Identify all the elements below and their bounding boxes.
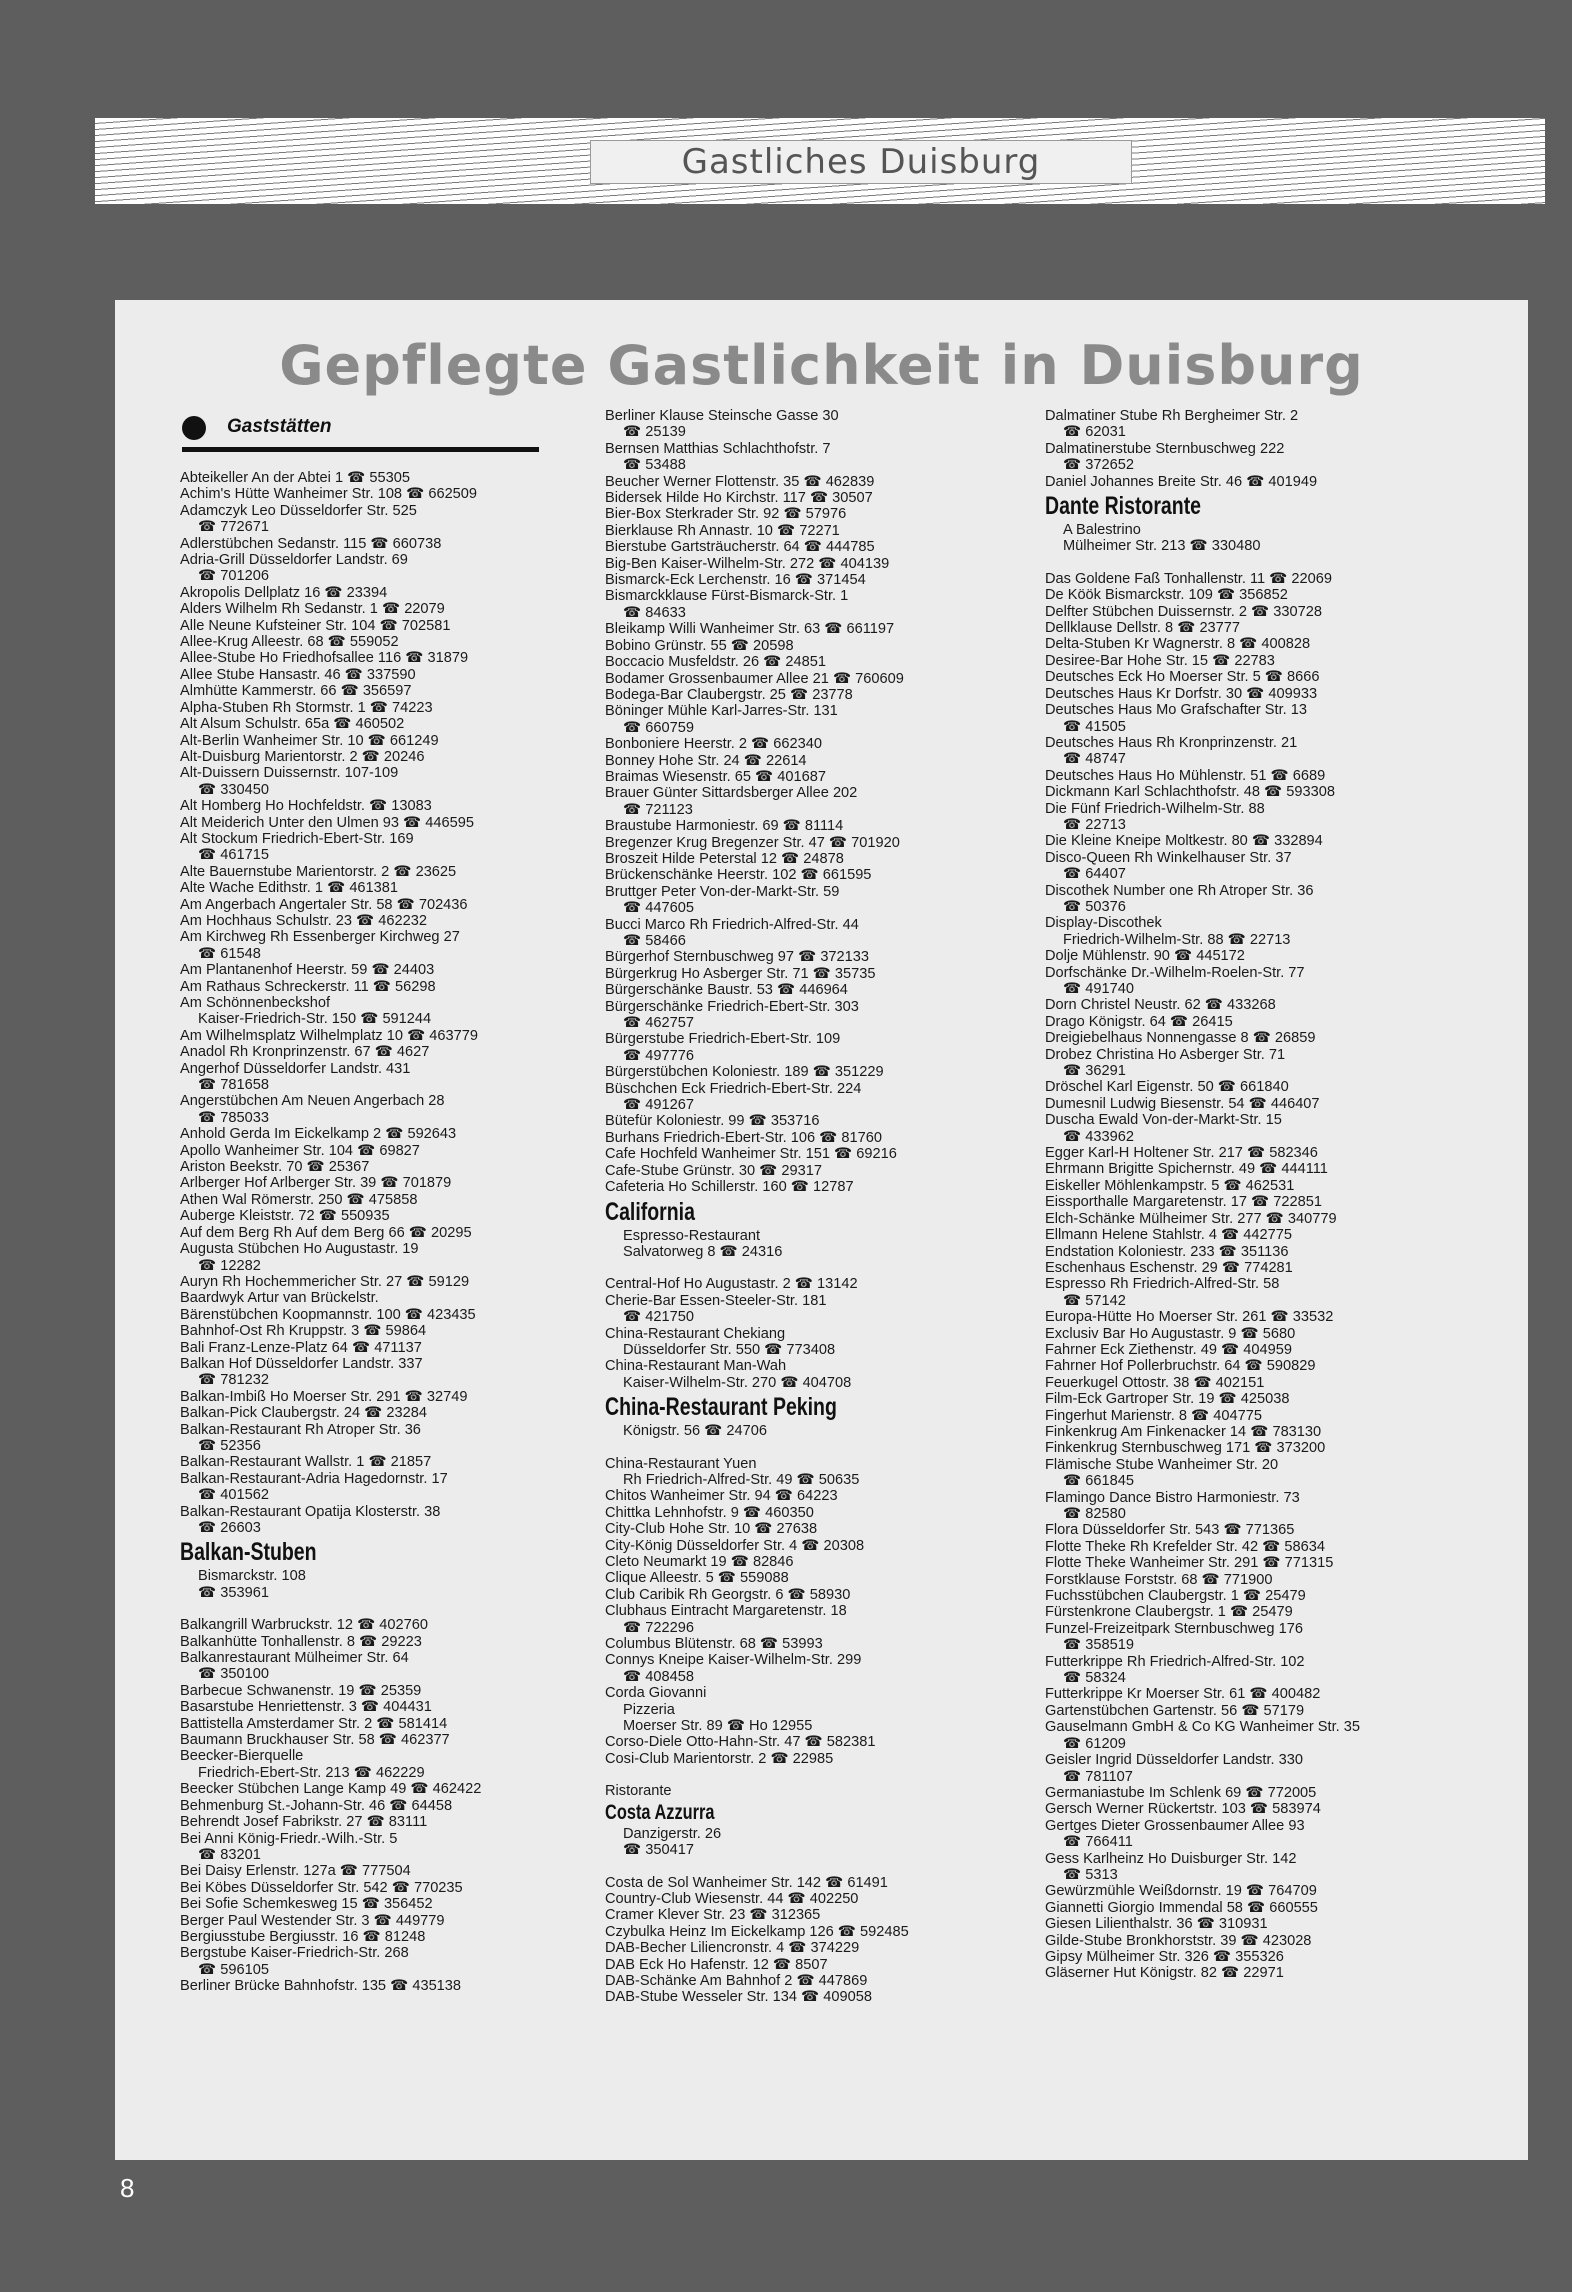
banner-title: Gastliches Duisburg bbox=[681, 142, 1041, 182]
bullet-icon bbox=[182, 416, 206, 440]
listing-entry: Dalmatiner Stube Rh Bergheimer Str. 2 bbox=[1045, 408, 1299, 424]
listing-entry: Dorn Christel Neustr. 62 ☎ 433268 bbox=[1045, 997, 1276, 1014]
listing-detail: ☎ 701206 bbox=[198, 568, 269, 585]
listing-entry: Balkanhütte Tonhallenstr. 8 ☎ 29223 bbox=[180, 1633, 422, 1650]
listing-entry: Berger Paul Westender Str. 3 ☎ 449779 bbox=[180, 1912, 445, 1929]
listing-entry: Bei Köbes Düsseldorfer Str. 542 ☎ 770235 bbox=[180, 1879, 463, 1896]
listing-detail: Moerser Str. 89 ☎ Ho 12955 bbox=[623, 1718, 813, 1735]
listing-entry: Alt-Berlin Wanheimer Str. 10 ☎ 661249 bbox=[180, 732, 439, 749]
listing-detail: ☎ 61209 bbox=[1063, 1735, 1126, 1752]
listing-entry: Futterkrippe Kr Moerser Str. 61 ☎ 400482 bbox=[1045, 1686, 1321, 1703]
listing-entry: Dalmatinerstube Sternbuschweg 222 bbox=[1045, 440, 1285, 457]
listing-entry: Bei Anni König-Friedr.-Wilh.-Str. 5 bbox=[180, 1830, 398, 1847]
listing-entry: Balkan-Restaurant Wallstr. 1 ☎ 21857 bbox=[180, 1454, 432, 1471]
listing-detail: Rh Friedrich-Alfred-Str. 49 ☎ 50635 bbox=[623, 1471, 860, 1488]
listing-detail: ☎ 58324 bbox=[1063, 1670, 1126, 1687]
listing-entry: Boccacio Musfeldstr. 26 ☎ 24851 bbox=[605, 654, 826, 671]
listing-detail: ☎ 772671 bbox=[198, 519, 269, 536]
listing-entry: Bier-Box Sterkrader Str. 92 ☎ 57976 bbox=[605, 506, 847, 523]
listing-entry: Corda Giovanni bbox=[605, 1685, 707, 1702]
listing-detail: ☎ 26603 bbox=[198, 1520, 261, 1536]
listing-detail: ☎ 721123 bbox=[623, 801, 693, 818]
listing-entry: Allee-Stube Ho Friedhofsallee 116 ☎ 31879 bbox=[180, 650, 469, 667]
listing-entry: Film-Eck Gartroper Str. 19 ☎ 425038 bbox=[1045, 1391, 1290, 1408]
listing-entry: Finkenkrug Sternbuschweg 171 ☎ 373200 bbox=[1045, 1440, 1326, 1457]
listing-entry: Fingerhut Marienstr. 8 ☎ 404775 bbox=[1045, 1407, 1262, 1424]
spacer bbox=[605, 1767, 1035, 1783]
listing-detail: ☎ 408458 bbox=[623, 1668, 694, 1685]
listing-entry: Forstklause Forststr. 68 ☎ 771900 bbox=[1045, 1571, 1273, 1588]
listing-entry: Alders Wilhelm Rh Sedanstr. 1 ☎ 22079 bbox=[180, 601, 445, 618]
listing-detail: ☎ 462757 bbox=[623, 1015, 694, 1032]
listing-entry: Gauselmann GmbH & Co KG Wanheimer Str. 35 bbox=[1045, 1719, 1360, 1736]
listing-entry: Alpha-Stuben Rh Stormstr. 1 ☎ 74223 bbox=[180, 699, 433, 716]
listing-detail: ☎ 781232 bbox=[198, 1372, 269, 1389]
listing-entry: Exclusiv Bar Ho Augustastr. 9 ☎ 5680 bbox=[1045, 1325, 1296, 1342]
listing-detail: ☎ 64407 bbox=[1063, 866, 1126, 883]
listing-entry: Auryn Rh Hochemmericher Str. 27 ☎ 59129 bbox=[180, 1273, 470, 1290]
listing-entry: China-Restaurant Yuen bbox=[605, 1455, 757, 1472]
listing-entry: Barbecue Schwanenstr. 19 ☎ 25359 bbox=[180, 1682, 422, 1699]
listing-entry: Flämische Stube Wanheimer Str. 20 bbox=[1045, 1456, 1279, 1473]
listing-entry: Balkan-Pick Claubergstr. 24 ☎ 23284 bbox=[180, 1405, 427, 1422]
listing-detail: ☎ 421750 bbox=[623, 1309, 694, 1326]
listing-detail: ☎ 25139 bbox=[623, 424, 686, 441]
listing-entry: Bürgerkrug Ho Asberger Str. 71 ☎ 35735 bbox=[605, 965, 876, 982]
listing-entry: Ehrmann Brigitte Spichernstr. 49 ☎ 444111 bbox=[1045, 1161, 1328, 1178]
listing-entry: Am Kirchweg Rh Essenberger Kirchweg 27 bbox=[180, 929, 460, 946]
listing-entry: Basarstube Henriettenstr. 3 ☎ 404431 bbox=[180, 1699, 432, 1716]
listing-detail: ☎ 461715 bbox=[198, 847, 269, 864]
listing-detail: A Balestrino bbox=[1063, 522, 1141, 539]
listing-entry: Dickmann Karl Schlachthofstr. 48 ☎ 593308 bbox=[1045, 784, 1335, 801]
listing-entry: China-Restaurant Chekiang bbox=[605, 1325, 786, 1342]
listing-detail: ☎ 497776 bbox=[623, 1047, 694, 1064]
listing-detail: ☎ 358519 bbox=[1063, 1637, 1134, 1654]
listing-detail: ☎ 52356 bbox=[198, 1437, 261, 1454]
listing-entry: Alt Meiderich Unter den Ulmen 93 ☎ 446595 bbox=[180, 814, 474, 831]
listing-detail: ☎ 372652 bbox=[1063, 457, 1134, 474]
listing-entry: Alt Alsum Schulstr. 65a ☎ 460502 bbox=[180, 716, 405, 733]
listing-entry: Bei Sofie Schemkesweg 15 ☎ 356452 bbox=[180, 1896, 433, 1913]
listing-entry: Bucci Marco Rh Friedrich-Alfred-Str. 44 bbox=[605, 916, 859, 933]
listing-entry: Flora Düsseldorfer Str. 543 ☎ 771365 bbox=[1045, 1522, 1295, 1539]
listing-detail: ☎ 661845 bbox=[1063, 1473, 1134, 1490]
spacer bbox=[1045, 555, 1475, 571]
listing-entry: Dolje Mühlenstr. 90 ☎ 445172 bbox=[1045, 948, 1245, 965]
listing-entry: Gipsy Mülheimer Str. 326 ☎ 355326 bbox=[1045, 1948, 1284, 1965]
listing-detail: ☎ 82580 bbox=[1063, 1506, 1126, 1522]
listing-entry: Bergstube Kaiser-Friedrich-Str. 268 bbox=[180, 1945, 409, 1962]
listing-detail: Düsseldorfer Str. 550 ☎ 773408 bbox=[623, 1341, 836, 1358]
listing-entry: Feuerkugel Ottostr. 38 ☎ 402151 bbox=[1045, 1374, 1265, 1391]
listing-detail: ☎ 660759 bbox=[623, 719, 694, 736]
listing-entry: Dröschel Karl Eigenstr. 50 ☎ 661840 bbox=[1045, 1079, 1289, 1096]
listing-entry: Chittka Lehnhofstr. 9 ☎ 460350 bbox=[605, 1504, 814, 1521]
listing-entry: Bidersek Hilde Ho Kirchstr. 117 ☎ 30507 bbox=[605, 490, 873, 507]
listing-detail: ☎ 84633 bbox=[623, 604, 686, 621]
section-header bbox=[182, 412, 539, 452]
listing-entry: Bürgerschänke Friedrich-Ebert-Str. 303 bbox=[605, 998, 859, 1015]
listing-detail: ☎ 353961 bbox=[198, 1584, 269, 1601]
spacer bbox=[605, 1859, 1035, 1875]
listing-entry: Cafe Hochfeld Wanheimer Str. 151 ☎ 69216 bbox=[605, 1146, 897, 1163]
listing-entry: Behmenburg St.-Johann-Str. 46 ☎ 64458 bbox=[180, 1797, 453, 1814]
listing-detail: ☎ 781658 bbox=[198, 1077, 269, 1094]
listing-entry: DAB-Becher Liliencronstr. 4 ☎ 374229 bbox=[605, 1940, 860, 1957]
featured-listing-title: Balkan-Stuben bbox=[180, 1538, 317, 1567]
listing-entry: Czybulka Heinz Im Eickelkamp 126 ☎ 592485 bbox=[605, 1923, 909, 1940]
page-title: Gepflegte Gastlichkeit in Duisburg bbox=[279, 334, 1364, 397]
listing-entry: Discothek Number one Rh Atroper Str. 36 bbox=[1045, 882, 1314, 899]
listing-entry: Cosi-Club Marientorstr. 2 ☎ 22985 bbox=[605, 1750, 834, 1767]
listing-entry: Europa-Hütte Ho Moerser Str. 261 ☎ 33532 bbox=[1045, 1309, 1334, 1326]
listing-entry: Duscha Ewald Von-der-Markt-Str. 15 bbox=[1045, 1112, 1282, 1129]
listing-detail: Friedrich-Wilhelm-Str. 88 ☎ 22713 bbox=[1063, 931, 1291, 948]
listing-entry: Dreigiebelhaus Nonnengasse 8 ☎ 26859 bbox=[1045, 1030, 1316, 1047]
listing-entry: Elch-Schänke Mülheimer Str. 277 ☎ 340779 bbox=[1045, 1210, 1337, 1227]
page-number: 8 bbox=[120, 2173, 135, 2203]
listing-entry: Broszeit Hilde Peterstal 12 ☎ 24878 bbox=[605, 850, 844, 867]
listing-entry: Auberge Kleiststr. 72 ☎ 550935 bbox=[180, 1208, 390, 1225]
listing-detail: ☎ 350100 bbox=[198, 1666, 269, 1683]
listing-entry: Alt Stockum Friedrich-Ebert-Str. 169 bbox=[180, 830, 414, 847]
listing-detail: ☎ 36291 bbox=[1063, 1063, 1126, 1080]
listing-entry: Achim's Hütte Wanheimer Str. 108 ☎ 662509 bbox=[180, 486, 478, 503]
listing-entry: Die Kleine Kneipe Moltkestr. 80 ☎ 332894 bbox=[1045, 833, 1323, 850]
listing-entry: Deutsches Haus Ho Mühlenstr. 51 ☎ 6689 bbox=[1045, 767, 1326, 784]
listing-entry: Ellmann Helene Stahlstr. 4 ☎ 442775 bbox=[1045, 1227, 1292, 1244]
listing-entry: Deutsches Haus Rh Kronprinzenstr. 21 bbox=[1045, 734, 1298, 751]
listing-entry: Bürgerstübchen Koloniestr. 189 ☎ 351229 bbox=[605, 1064, 884, 1081]
listing-entry: Balkanrestaurant Mülheimer Str. 64 bbox=[180, 1650, 409, 1667]
listing-entry: Bonboniere Heerstr. 2 ☎ 662340 bbox=[605, 736, 822, 753]
listing-entry: Braustube Harmoniestr. 69 ☎ 81114 bbox=[605, 818, 844, 835]
featured-listing-title: China-Restaurant Peking bbox=[605, 1393, 837, 1422]
directory-page bbox=[115, 300, 1528, 2160]
listing-entry: Adlerstübchen Sedanstr. 115 ☎ 660738 bbox=[180, 535, 442, 552]
listing-entry: Am Rathaus Schreckerstr. 11 ☎ 56298 bbox=[180, 978, 436, 995]
listing-entry: Bruttger Peter Von-der-Markt-Str. 59 bbox=[605, 883, 840, 900]
listing-entry: Clubhaus Eintracht Margaretenstr. 18 bbox=[605, 1603, 847, 1620]
listing-entry: Dorfschänke Dr.-Wilhelm-Roelen-Str. 77 bbox=[1045, 964, 1305, 981]
listing-entry: Bei Daisy Erlenstr. 127a ☎ 777504 bbox=[180, 1863, 411, 1880]
listing-detail: ☎ 785033 bbox=[198, 1109, 269, 1126]
listing-entry: Auf dem Berg Rh Auf dem Berg 66 ☎ 20295 bbox=[180, 1224, 472, 1241]
listing-entry: Das Goldene Faß Tonhallenstr. 11 ☎ 22069 bbox=[1045, 570, 1332, 587]
listing-entry: Alt-Duissern Duissernstr. 107-109 bbox=[180, 765, 399, 782]
listing-entry: Finkenkrug Am Finkenacker 14 ☎ 783130 bbox=[1045, 1423, 1322, 1440]
listing-entry: Balkan Hof Düsseldorfer Landstr. 337 bbox=[180, 1355, 423, 1372]
listing-entry: Connys Kneipe Kaiser-Wilhelm-Str. 299 bbox=[605, 1652, 862, 1669]
listing-entry: Bärenstübchen Koopmannstr. 100 ☎ 423435 bbox=[180, 1306, 476, 1323]
listing-entry: Costa de Sol Wanheimer Str. 142 ☎ 61491 bbox=[605, 1874, 888, 1891]
listing-entry: Gess Karlheinz Ho Duisburger Str. 142 bbox=[1045, 1850, 1297, 1867]
listing-detail: ☎ 41505 bbox=[1063, 718, 1126, 735]
spacer bbox=[605, 1260, 1035, 1276]
section-label: Gaststätten bbox=[227, 416, 332, 437]
listing-entry: Daniel Johannes Breite Str. 46 ☎ 401949 bbox=[1045, 473, 1318, 490]
listing-entry: Augusta Stübchen Ho Augustastr. 19 bbox=[180, 1241, 419, 1258]
listing-entry: Bierklause Rh Annastr. 10 ☎ 72271 bbox=[605, 522, 840, 539]
listing-entry: Chitos Wanheimer Str. 94 ☎ 64223 bbox=[605, 1488, 838, 1505]
listing-entry: Gartenstübchen Gartenstr. 56 ☎ 57179 bbox=[1045, 1702, 1305, 1719]
listing-entry: Germaniastube Im Schlenk 69 ☎ 772005 bbox=[1045, 1784, 1317, 1801]
listing-entry: China-Restaurant Man-Wah bbox=[605, 1358, 787, 1375]
listing-detail: ☎ 596105 bbox=[198, 1961, 269, 1978]
listing-entry: Baumann Bruckhauser Str. 58 ☎ 462377 bbox=[180, 1732, 450, 1749]
listing-entry: Balkan-Restaurant-Adria Hagedornstr. 17 bbox=[180, 1470, 448, 1487]
listing-entry: Am Wilhelmsplatz Wilhelmplatz 10 ☎ 463779 bbox=[180, 1027, 479, 1044]
listing-entry: Am Angerbach Angertaler Str. 58 ☎ 702436 bbox=[180, 896, 468, 913]
header-banner bbox=[95, 118, 1545, 204]
listing-entry: Gersch Werner Rückertstr. 103 ☎ 583974 bbox=[1045, 1801, 1321, 1818]
listing-entry: Berliner Klause Steinsche Gasse 30 bbox=[605, 408, 839, 424]
listing-entry: Anhold Gerda Im Eickelkamp 2 ☎ 592643 bbox=[180, 1126, 457, 1143]
listing-entry: Eissporthalle Margaretenstr. 17 ☎ 722851 bbox=[1045, 1194, 1322, 1211]
listing-entry: Adamczyk Leo Düsseldorfer Str. 525 bbox=[180, 502, 417, 519]
listing-entry: Corso-Diele Otto-Hahn-Str. 47 ☎ 582381 bbox=[605, 1734, 876, 1751]
listing-column-3 bbox=[1045, 408, 1475, 1982]
listing-entry: Fahrner Eck Ziethenstr. 49 ☎ 404959 bbox=[1045, 1341, 1292, 1358]
listing-entry: City-Club Hohe Str. 10 ☎ 27638 bbox=[605, 1521, 818, 1538]
listing-entry: Die Fünf Friedrich-Wilhelm-Str. 88 bbox=[1045, 800, 1265, 817]
listing-entry: Drobez Christina Ho Asberger Str. 71 bbox=[1045, 1046, 1286, 1063]
listing-detail: ☎ 350417 bbox=[623, 1842, 694, 1859]
listing-entry: Am Schönnenbeckshof bbox=[180, 995, 331, 1011]
listing-entry: Central-Hof Ho Augustastr. 2 ☎ 13142 bbox=[605, 1276, 858, 1293]
listing-entry: Cafe-Stube Grünstr. 30 ☎ 29317 bbox=[605, 1162, 822, 1179]
listing-entry: Burhans Friedrich-Ebert-Str. 106 ☎ 81760 bbox=[605, 1129, 882, 1146]
listing-entry: Bernsen Matthias Schlachthofstr. 7 bbox=[605, 440, 831, 457]
listing-entry: Country-Club Wiesenstr. 44 ☎ 402250 bbox=[605, 1890, 859, 1907]
listing-entry: Bobino Grünstr. 55 ☎ 20598 bbox=[605, 637, 794, 654]
listing-entry: Cramer Klever Str. 23 ☎ 312365 bbox=[605, 1907, 821, 1924]
listing-detail: Kaiser-Friedrich-Str. 150 ☎ 591244 bbox=[198, 1011, 432, 1028]
listing-entry: Bahnhof-Ost Rh Kruppstr. 3 ☎ 59864 bbox=[180, 1323, 427, 1340]
listing-column-1 bbox=[180, 470, 610, 1995]
listing-entry: Deutsches Eck Ho Moerser Str. 5 ☎ 8666 bbox=[1045, 669, 1320, 686]
listing-entry: Berliner Brücke Bahnhofstr. 135 ☎ 435138 bbox=[180, 1978, 462, 1995]
featured-listing-title: Costa Azzurra bbox=[605, 1800, 715, 1824]
listing-entry: DAB-Stube Wesseler Str. 134 ☎ 409058 bbox=[605, 1989, 872, 2006]
listing-entry: Disco-Queen Rh Winkelhauser Str. 37 bbox=[1045, 849, 1292, 866]
listing-entry: Deutsches Haus Mo Grafschafter Str. 13 bbox=[1045, 702, 1307, 719]
listing-entry: Cafeteria Ho Schillerstr. 160 ☎ 12787 bbox=[605, 1179, 854, 1196]
listing-detail: ☎ 5313 bbox=[1063, 1866, 1118, 1883]
listing-entry: Drago Königstr. 64 ☎ 26415 bbox=[1045, 1013, 1233, 1030]
listing-entry: Bodega-Bar Claubergstr. 25 ☎ 23778 bbox=[605, 686, 853, 703]
listing-detail: Espresso-Restaurant bbox=[623, 1227, 761, 1244]
listing-detail: ☎ 491740 bbox=[1063, 981, 1134, 997]
listing-entry: Display-Discothek bbox=[1045, 915, 1162, 932]
listing-entry: Adria-Grill Düsseldorfer Landstr. 69 bbox=[180, 552, 408, 569]
listing-entry: Bergiusstube Bergiusstr. 16 ☎ 81248 bbox=[180, 1928, 426, 1945]
listing-entry: Böninger Mühle Karl-Jarres-Str. 131 bbox=[605, 703, 838, 720]
listing-entry: Büschchen Eck Friedrich-Ebert-Str. 224 bbox=[605, 1080, 862, 1097]
listing-entry: Behrendt Josef Fabrikstr. 27 ☎ 83111 bbox=[180, 1814, 428, 1831]
listing-entry: Alle Neune Kufsteiner Str. 104 ☎ 702581 bbox=[180, 617, 451, 634]
listing-entry: Battistella Amsterdamer Str. 2 ☎ 581414 bbox=[180, 1715, 448, 1732]
listing-detail: Salvatorweg 8 ☎ 24316 bbox=[623, 1243, 783, 1260]
listing-entry: Ristorante bbox=[605, 1783, 672, 1800]
listing-entry: Funzel-Freizeitpark Sternbuschweg 176 bbox=[1045, 1620, 1303, 1637]
listing-entry: Eiskeller Möhlenkampstr. 5 ☎ 462531 bbox=[1045, 1177, 1295, 1194]
listing-entry: Bonney Hohe Str. 24 ☎ 22614 bbox=[605, 752, 807, 769]
listing-entry: Bismarckklause Fürst-Bismarck-Str. 1 bbox=[605, 588, 849, 605]
listing-entry: Geisler Ingrid Düsseldorfer Landstr. 330 bbox=[1045, 1752, 1303, 1769]
spacer bbox=[605, 1440, 1035, 1456]
listing-entry: Gläserner Hut Königstr. 82 ☎ 22971 bbox=[1045, 1965, 1284, 1982]
listing-entry: Bütefür Koloniestr. 99 ☎ 353716 bbox=[605, 1113, 820, 1130]
listing-detail: ☎ 62031 bbox=[1063, 424, 1126, 441]
listing-detail: ☎ 48747 bbox=[1063, 751, 1126, 768]
listing-entry: Dumesnil Ludwig Biesenstr. 54 ☎ 446407 bbox=[1045, 1095, 1320, 1112]
listing-entry: Bleikamp Willi Wanheimer Str. 63 ☎ 661197 bbox=[605, 621, 895, 638]
listing-entry: Athen Wal Römerstr. 250 ☎ 475858 bbox=[180, 1191, 418, 1208]
listing-entry: Balkangrill Warbruckstr. 12 ☎ 402760 bbox=[180, 1617, 429, 1634]
listing-entry: Bierstube Gartsträucherstr. 64 ☎ 444785 bbox=[605, 539, 875, 556]
listing-detail: Kaiser-Wilhelm-Str. 270 ☎ 404708 bbox=[623, 1374, 852, 1391]
banner-title-box bbox=[590, 140, 1132, 184]
listing-entry: Balkan-Restaurant Opatija Klosterstr. 38 bbox=[180, 1503, 441, 1520]
listing-detail: ☎ 401562 bbox=[198, 1487, 269, 1504]
listing-entry: Futterkrippe Rh Friedrich-Alfred-Str. 102 bbox=[1045, 1653, 1305, 1670]
listing-entry: Cherie-Bar Essen-Steeler-Str. 181 bbox=[605, 1292, 827, 1309]
listing-entry: Fürstenkrone Claubergstr. 1 ☎ 25479 bbox=[1045, 1604, 1293, 1621]
listing-entry: Gewürzmühle Weißdornstr. 19 ☎ 764709 bbox=[1045, 1883, 1317, 1900]
listing-detail: Mülheimer Str. 213 ☎ 330480 bbox=[1063, 538, 1261, 555]
listing-detail: ☎ 83201 bbox=[198, 1846, 261, 1863]
listing-entry: DAB Eck Ho Hafenstr. 12 ☎ 8507 bbox=[605, 1956, 828, 1973]
listing-detail: Königstr. 56 ☎ 24706 bbox=[623, 1423, 767, 1440]
listing-entry: Flotte Theke Wanheimer Str. 291 ☎ 771315 bbox=[1045, 1555, 1334, 1572]
listing-entry: Ariston Beekstr. 70 ☎ 25367 bbox=[180, 1159, 370, 1176]
listing-entry: Flamingo Dance Bistro Harmoniestr. 73 bbox=[1045, 1489, 1300, 1506]
listing-entry: Balkan-Imbiß Ho Moerser Str. 291 ☎ 32749 bbox=[180, 1388, 468, 1405]
listing-entry: Gertges Dieter Grossenbaumer Allee 93 bbox=[1045, 1817, 1305, 1834]
listing-entry: Almhütte Kammerstr. 66 ☎ 356597 bbox=[180, 683, 412, 700]
listing-entry: Alte Wache Edithstr. 1 ☎ 461381 bbox=[180, 880, 399, 897]
listing-detail: ☎ 722296 bbox=[623, 1619, 694, 1636]
spacer bbox=[180, 1601, 610, 1617]
listing-entry: Deutsches Haus Kr Dorfstr. 30 ☎ 409933 bbox=[1045, 685, 1318, 702]
listing-detail: Friedrich-Ebert-Str. 213 ☎ 462229 bbox=[198, 1764, 425, 1781]
listing-entry: Am Hochhaus Schulstr. 23 ☎ 462232 bbox=[180, 912, 427, 929]
listing-entry: Apollo Wanheimer Str. 104 ☎ 69827 bbox=[180, 1142, 420, 1159]
listing-detail: ☎ 330450 bbox=[198, 781, 269, 798]
listing-entry: Giannetti Giorgio Immendal 58 ☎ 660555 bbox=[1045, 1899, 1318, 1916]
listing-detail: ☎ 433962 bbox=[1063, 1128, 1134, 1145]
listing-detail: ☎ 61548 bbox=[198, 945, 261, 962]
listing-entry: Desiree-Bar Hohe Str. 15 ☎ 22783 bbox=[1045, 652, 1275, 669]
listing-detail: Pizzeria bbox=[623, 1701, 675, 1718]
listing-entry: Endstation Koloniestr. 233 ☎ 351136 bbox=[1045, 1243, 1289, 1260]
listing-detail: ☎ 50376 bbox=[1063, 898, 1126, 915]
listing-entry: Bismarck-Eck Lerchenstr. 16 ☎ 371454 bbox=[605, 572, 866, 589]
listing-entry: Allee-Krug Alleestr. 68 ☎ 559052 bbox=[180, 634, 399, 651]
listing-entry: Big-Ben Kaiser-Wilhelm-Str. 272 ☎ 404139 bbox=[605, 555, 890, 572]
listing-entry: Club Caribik Rh Georgstr. 6 ☎ 58930 bbox=[605, 1586, 851, 1603]
featured-listing-title: Dante Ristorante bbox=[1045, 492, 1202, 521]
listing-detail: ☎ 57142 bbox=[1063, 1292, 1126, 1309]
listing-entry: Bürgerschänke Baustr. 53 ☎ 446964 bbox=[605, 982, 848, 999]
listing-detail: Bismarckstr. 108 bbox=[198, 1568, 306, 1585]
listing-entry: Alte Bauernstube Marientorstr. 2 ☎ 23625 bbox=[180, 863, 457, 880]
listing-column-2 bbox=[605, 408, 1035, 2006]
listing-entry: Fuchsstübchen Claubergstr. 1 ☎ 25479 bbox=[1045, 1588, 1306, 1605]
listing-entry: De Köök Bismarckstr. 109 ☎ 356852 bbox=[1045, 587, 1288, 604]
listing-entry: Dellklause Dellstr. 8 ☎ 23777 bbox=[1045, 620, 1241, 637]
listing-entry: City-König Düsseldorfer Str. 4 ☎ 20308 bbox=[605, 1537, 865, 1554]
listing-entry: Fahrner Hof Pollerbruchstr. 64 ☎ 590829 bbox=[1045, 1358, 1316, 1375]
listing-entry: Arlberger Hof Arlberger Str. 39 ☎ 701879 bbox=[180, 1175, 452, 1192]
listing-entry: Abteikeller An der Abtei 1 ☎ 55305 bbox=[180, 470, 410, 486]
listing-entry: Allee Stube Hansastr. 46 ☎ 337590 bbox=[180, 666, 416, 683]
listing-entry: Akropolis Dellplatz 16 ☎ 23394 bbox=[180, 584, 388, 601]
listing-entry: Baardwyk Artur van Brückelstr. bbox=[180, 1290, 379, 1307]
listing-detail: ☎ 12282 bbox=[198, 1257, 261, 1274]
listing-entry: Bali Franz-Lenze-Platz 64 ☎ 471137 bbox=[180, 1339, 422, 1356]
listing-entry: Beucher Werner Flottenstr. 35 ☎ 462839 bbox=[605, 473, 875, 490]
listing-entry: Bregenzer Krug Bregenzer Str. 47 ☎ 701920 bbox=[605, 834, 900, 851]
listing-entry: Angerhof Düsseldorfer Landstr. 431 bbox=[180, 1060, 411, 1077]
listing-entry: Braimas Wiesenstr. 65 ☎ 401687 bbox=[605, 768, 826, 785]
listing-entry: Delta-Stuben Kr Wagnerstr. 8 ☎ 400828 bbox=[1045, 636, 1311, 653]
listing-entry: Bodamer Grossenbaumer Allee 21 ☎ 760609 bbox=[605, 670, 904, 687]
listing-entry: Delfter Stübchen Duissernstr. 2 ☎ 330728 bbox=[1045, 603, 1322, 620]
listing-entry: Flotte Theke Rh Krefelder Str. 42 ☎ 58634 bbox=[1045, 1538, 1325, 1555]
listing-entry: Brückenschänke Heerstr. 102 ☎ 661595 bbox=[605, 867, 872, 884]
listing-detail: ☎ 781107 bbox=[1063, 1768, 1133, 1785]
listing-detail: ☎ 491267 bbox=[623, 1097, 694, 1114]
section-divider bbox=[182, 447, 539, 452]
listing-detail: ☎ 766411 bbox=[1063, 1834, 1133, 1851]
listing-entry: Angerstübchen Am Neuen Angerbach 28 bbox=[180, 1093, 445, 1110]
listing-entry: Beecker Stübchen Lange Kamp 49 ☎ 462422 bbox=[180, 1781, 482, 1798]
listing-entry: Gilde-Stube Bronkhorststr. 39 ☎ 423028 bbox=[1045, 1932, 1312, 1949]
listing-entry: Alt-Duisburg Marientorstr. 2 ☎ 20246 bbox=[180, 748, 425, 765]
listing-entry: Columbus Blütenstr. 68 ☎ 53993 bbox=[605, 1636, 823, 1653]
listing-entry: Brauer Günter Sittardsberger Allee 202 bbox=[605, 785, 858, 802]
listing-entry: Balkan-Restaurant Rh Atroper Str. 36 bbox=[180, 1421, 421, 1438]
listing-detail: Danzigerstr. 26 bbox=[623, 1825, 722, 1842]
listing-entry: Anadol Rh Kronprinzenstr. 67 ☎ 4627 bbox=[180, 1044, 430, 1061]
listing-entry: Beecker-Bierquelle bbox=[180, 1748, 304, 1765]
listing-entry: Bürgerstube Friedrich-Ebert-Str. 109 bbox=[605, 1031, 841, 1048]
listing-entry: Clique Alleestr. 5 ☎ 559088 bbox=[605, 1570, 789, 1587]
listing-detail: ☎ 447605 bbox=[623, 900, 694, 917]
listing-entry: Espresso Rh Friedrich-Alfred-Str. 58 bbox=[1045, 1276, 1280, 1293]
listing-entry: Eschenhaus Eschenstr. 29 ☎ 774281 bbox=[1045, 1259, 1293, 1276]
listing-entry: Cleto Neumarkt 19 ☎ 82846 bbox=[605, 1554, 794, 1570]
listing-entry: DAB-Schänke Am Bahnhof 2 ☎ 447869 bbox=[605, 1972, 868, 1989]
listing-detail: ☎ 58466 bbox=[623, 933, 686, 949]
listing-entry: Bürgerhof Sternbuschweg 97 ☎ 372133 bbox=[605, 949, 870, 966]
listing-entry: Giesen Lilienthalstr. 36 ☎ 310931 bbox=[1045, 1916, 1268, 1933]
listing-entry: Am Plantanenhof Heerstr. 59 ☎ 24403 bbox=[180, 962, 435, 979]
listing-entry: Alt Homberg Ho Hochfeldstr. ☎ 13083 bbox=[180, 798, 432, 815]
listing-detail: ☎ 22713 bbox=[1063, 816, 1126, 833]
listing-detail: ☎ 53488 bbox=[623, 457, 686, 474]
featured-listing-title: California bbox=[605, 1197, 695, 1226]
listing-entry: Egger Karl-H Holtener Str. 217 ☎ 582346 bbox=[1045, 1145, 1318, 1162]
